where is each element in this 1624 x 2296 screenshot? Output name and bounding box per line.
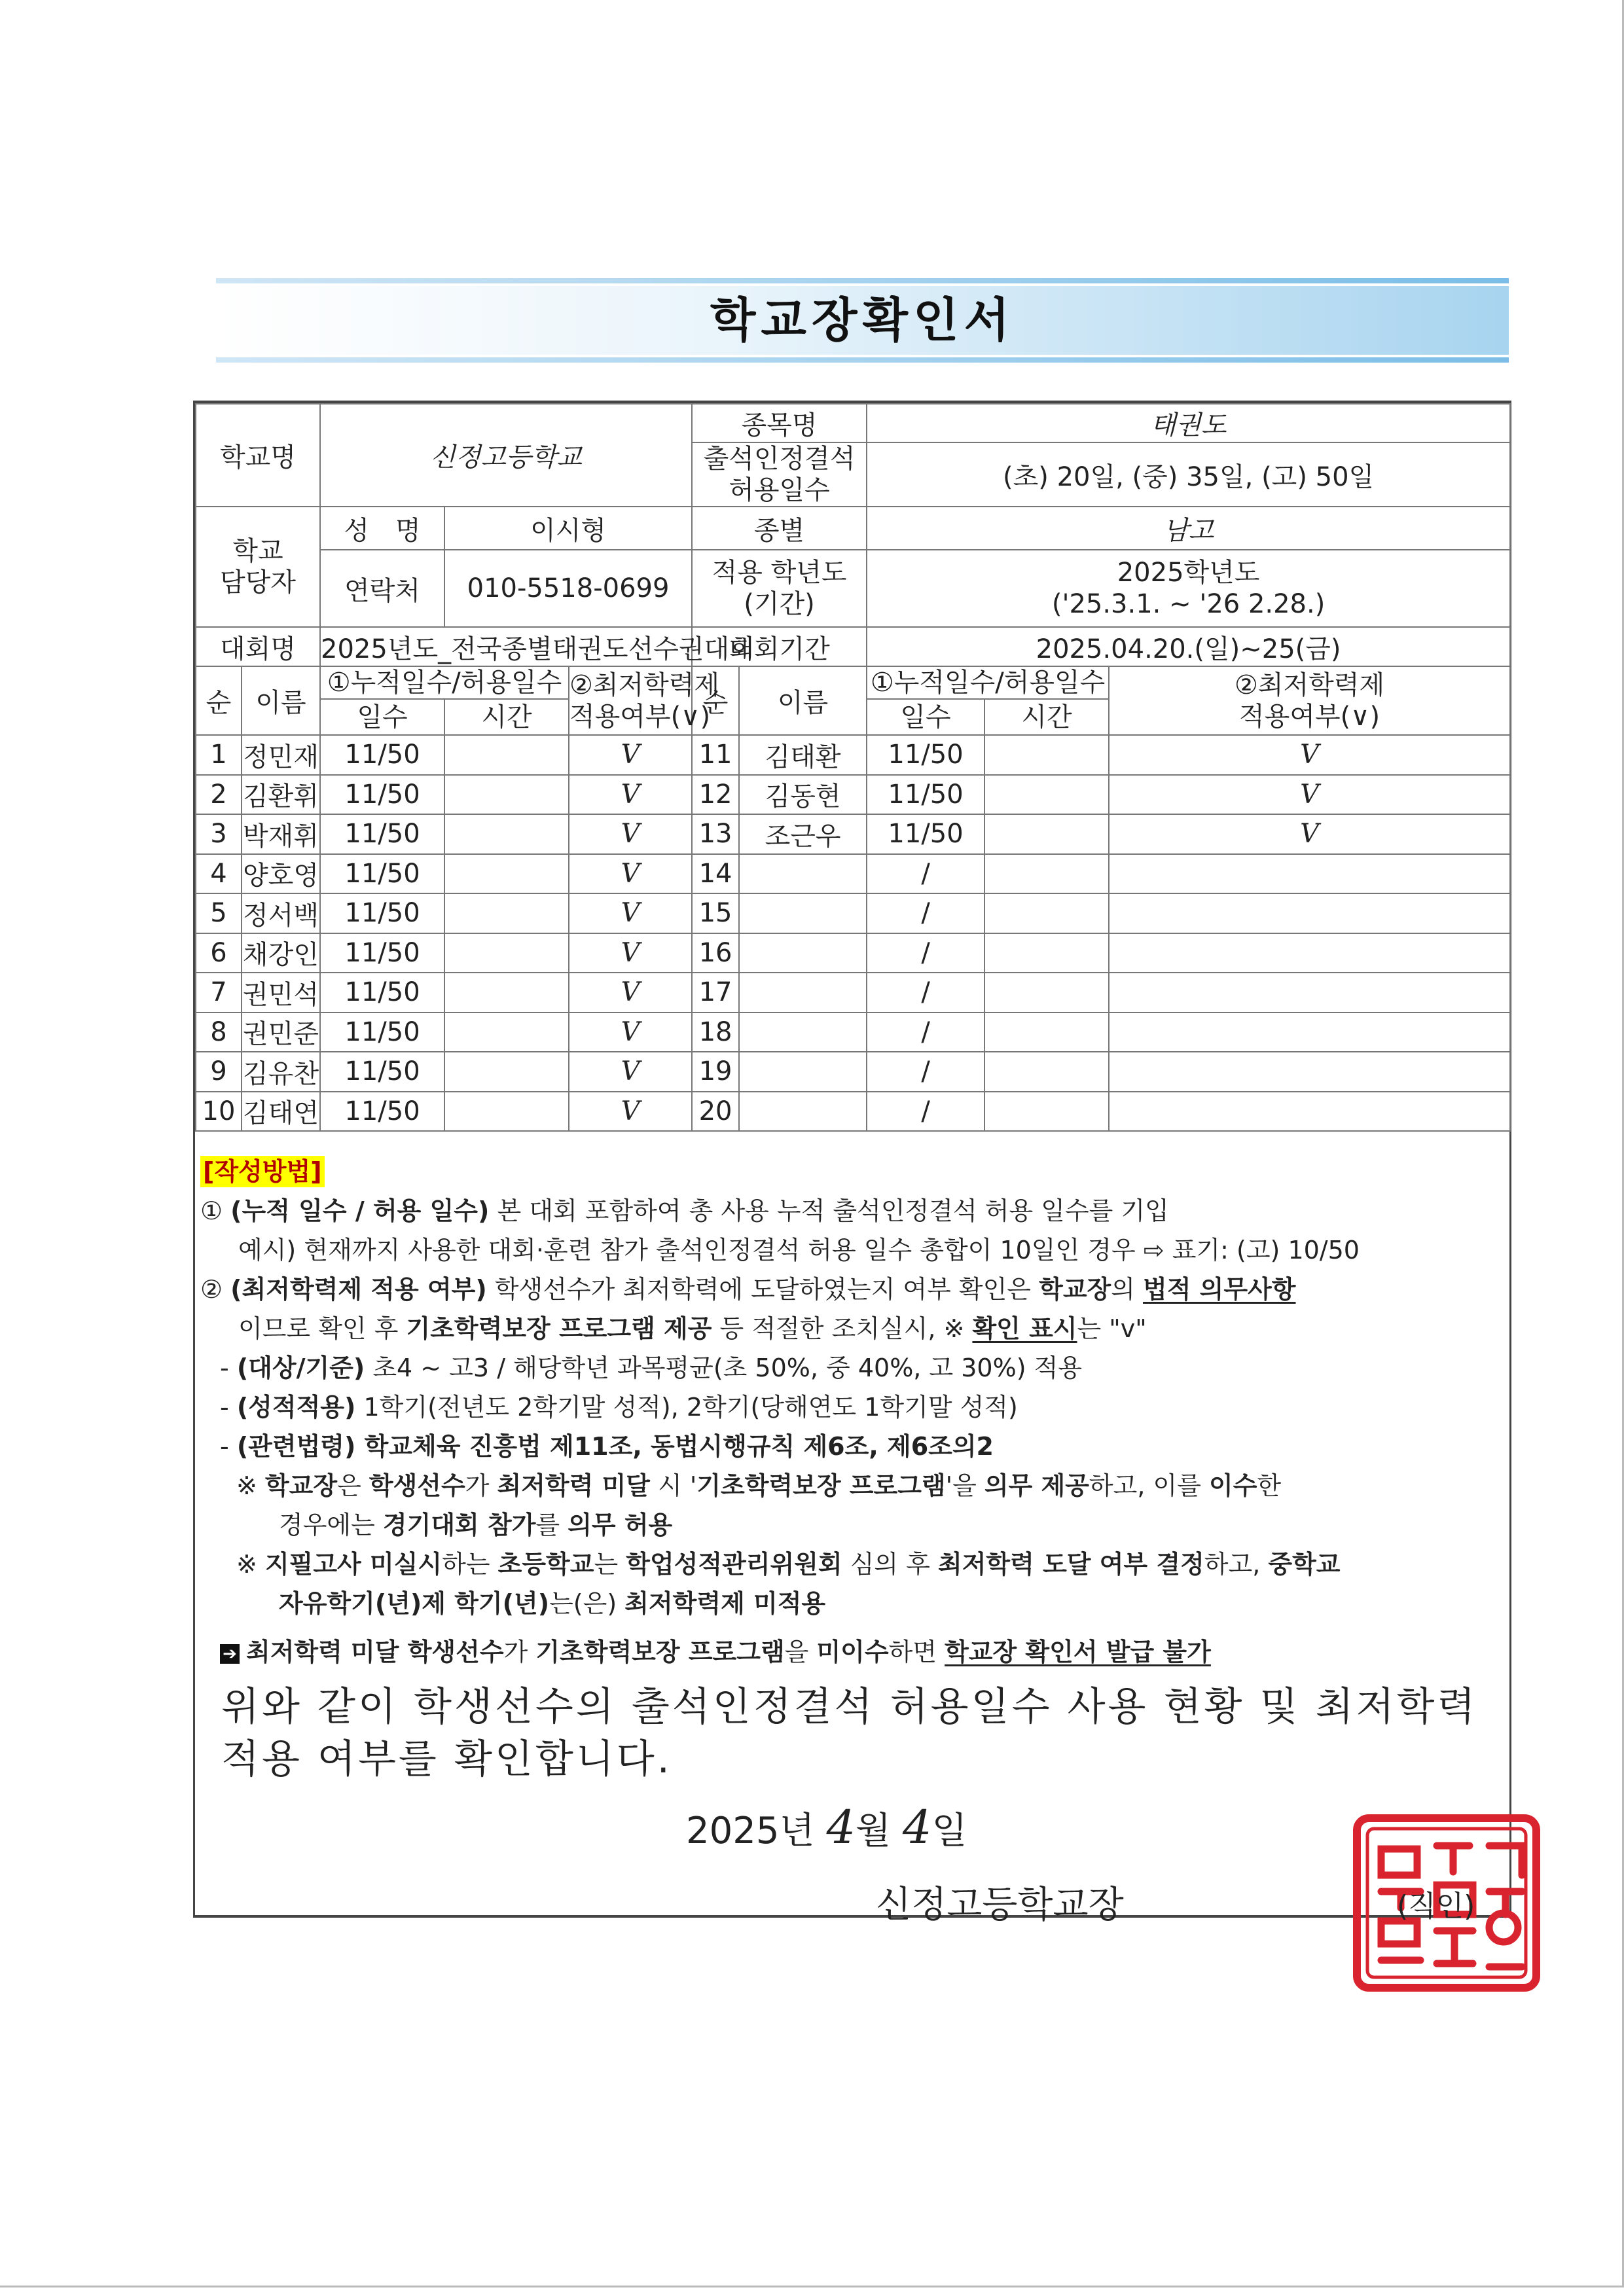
- athlete-name: [739, 1052, 867, 1092]
- row-no: 3: [196, 814, 242, 854]
- athlete-rows: [196, 735, 1510, 1131]
- cumulative-hours: [444, 933, 569, 973]
- issue-date: 2025년 4월 4일: [686, 1801, 967, 1854]
- athlete-name: [739, 973, 867, 1013]
- athlete-name: 김동현: [739, 775, 867, 815]
- gender-label: 종별: [692, 507, 867, 550]
- athlete-name: 권민석: [242, 973, 320, 1013]
- col-no-right: 순: [692, 666, 739, 735]
- cumulative-hours: [984, 1013, 1109, 1052]
- athlete-name: 김유찬: [242, 1052, 320, 1092]
- cumulative-hours: [444, 1092, 569, 1132]
- cumulative-hours: [984, 814, 1109, 854]
- min-academic-check: [1109, 854, 1510, 894]
- row-no: 2: [196, 775, 242, 815]
- col-days-right: 일수: [867, 699, 984, 735]
- cumulative-days: 11/50: [320, 1013, 444, 1052]
- athlete-row: [196, 814, 1510, 854]
- cumulative-hours: [444, 775, 569, 815]
- period-label: 대회기간: [692, 627, 867, 666]
- cumulative-days: 11/50: [867, 775, 984, 815]
- principal-name: 신정고등학교장: [876, 1884, 1124, 1926]
- sport-label: 종목명: [692, 404, 867, 442]
- athlete-row: [196, 933, 1510, 973]
- cumulative-hours: [444, 893, 569, 933]
- col-min-academic-right: ②최저학력제 적용여부(∨): [1109, 666, 1510, 735]
- athlete-name: 정민재: [242, 735, 320, 775]
- cumulative-hours: [444, 1013, 569, 1052]
- note-example: 예시) 현재까지 사용한 대회·훈련 참가 출석인정결석 허용 일수 총합이 10일인 경우 ⇨ 표기: (고) 10/50: [238, 1236, 1360, 1265]
- athlete-row: [196, 775, 1510, 815]
- athlete-name: 정서백: [242, 893, 320, 933]
- contact-label: 연락처: [320, 550, 444, 627]
- certificate-form: [193, 401, 1511, 1926]
- cumulative-days: 11/50: [320, 973, 444, 1013]
- athlete-name: [739, 1013, 867, 1052]
- allowed-days-label: 출석인정결석 허용일수: [692, 442, 867, 507]
- row-no: 12: [692, 775, 739, 815]
- cumulative-days: /: [867, 1092, 984, 1132]
- row-no: 4: [196, 854, 242, 894]
- min-academic-check: [1109, 1013, 1510, 1052]
- min-academic-check: V: [569, 1092, 692, 1132]
- row-no: 7: [196, 973, 242, 1013]
- athlete-row: [196, 1052, 1510, 1092]
- col-cumulative: ①누적일수/허용일수: [320, 666, 569, 699]
- athlete-name: 양호영: [242, 854, 320, 894]
- row-no: 9: [196, 1052, 242, 1092]
- row-no: 16: [692, 933, 739, 973]
- min-academic-check: V: [569, 933, 692, 973]
- col-min-academic: ②최저학력제 적용여부(∨): [569, 666, 692, 735]
- col-days: 일수: [320, 699, 444, 735]
- row-no: 5: [196, 893, 242, 933]
- cumulative-days: /: [867, 893, 984, 933]
- title-band: [216, 278, 1509, 363]
- cumulative-days: /: [867, 854, 984, 894]
- athlete-row: [196, 893, 1510, 933]
- athlete-name: 권민준: [242, 1013, 320, 1052]
- cumulative-days: 11/50: [320, 893, 444, 933]
- cumulative-hours: [984, 735, 1109, 775]
- cumulative-days: 11/50: [320, 1052, 444, 1092]
- school-label: 학교명: [196, 404, 320, 507]
- cumulative-days: 11/50: [320, 775, 444, 815]
- min-academic-check: V: [1109, 735, 1510, 775]
- col-hours: 시간: [444, 699, 569, 735]
- row-no: 10: [196, 1092, 242, 1132]
- athlete-name: 채강인: [242, 933, 320, 973]
- seal-label: (직인): [1397, 1890, 1475, 1923]
- cumulative-days: /: [867, 933, 984, 973]
- min-academic-check: V: [569, 854, 692, 894]
- row-no: 15: [692, 893, 739, 933]
- min-academic-check: V: [1109, 775, 1510, 815]
- cumulative-hours: [444, 854, 569, 894]
- instructions: [작성방법] ① (누적 일수 / 허용 일수) 본 대회 포함하여 총 사용 누적 출석인정결석 허용 일수를 기입 예시) 현재까지 사용한 대회·훈련 참가 출석인정결석 허용 일수 총합이 10일인 경우 ⇨ 표기: (고) 10/50 ② (최저학력제 적용 여부) 학생선수가 최저학력에 도달하였는지 여부 확인은 학교장의 법적 의무사항 이므로 확인 후 기초학력보장 프로그램 제공 등 적절한 조치실시, ※ 확인 표시는 "v" - (대상/기준) 초4 ~ 고3 / 해당학년 과목평균(초 50%, 중 40%, 고 30%) 적용 - (성적적용) 1학기(전년도 2학기말 성적), 2학기(당해연도 1학기말 성적) - (관련법령) 학교체육 진흥법 제11조, 동법시행규칙 제6조, 제6조의2 ※ 학교장은 학생선수가 최저학력 미달 시 '기초학력보장 프로그램'을 의무 제공하고, 이를 이수한 경우에는 경기대회 참가를 의무 허용 ※ 지필고사 미실시하는 초등학교는 학업성적관리위원회 심의 후 최저학력 도달 여부 결정하고, 중학교 자유학기(년)제 학기(년)는(은) 최저학력제 미적용 ➔ 최저학력 미달 학생선수가 기초학력보장 프로그램을 미이수하면 학교장 확인서 발급 불가: [200, 1152, 1503, 1672]
- cumulative-days: /: [867, 973, 984, 1013]
- min-academic-check: [1109, 973, 1510, 1013]
- cumulative-days: 11/50: [320, 735, 444, 775]
- min-academic-check: [1109, 1092, 1510, 1132]
- document-title: 학교장확인서: [710, 293, 1015, 348]
- cumulative-hours: [444, 735, 569, 775]
- cumulative-hours: [984, 893, 1109, 933]
- instructions-header: [작성방법]: [200, 1156, 325, 1187]
- manager-label: 학교 담당자: [196, 507, 320, 627]
- manager-name: 이시형: [444, 507, 692, 550]
- year-value: 2025학년도 ('25.3.1. ~ '26 2.28.): [867, 550, 1510, 627]
- col-hours-right: 시간: [984, 699, 1109, 735]
- min-academic-check: V: [569, 735, 692, 775]
- athlete-name: 조근우: [739, 814, 867, 854]
- athlete-row: [196, 973, 1510, 1013]
- athlete-row: [196, 1092, 1510, 1132]
- athlete-name: 김환휘: [242, 775, 320, 815]
- cumulative-hours: [984, 973, 1109, 1013]
- col-no: 순: [196, 666, 242, 735]
- gender-value: 남고: [867, 507, 1510, 550]
- min-academic-check: V: [1109, 814, 1510, 854]
- athlete-row: [196, 854, 1510, 894]
- row-no: 20: [692, 1092, 739, 1132]
- cumulative-hours: [444, 1052, 569, 1092]
- min-academic-check: V: [569, 973, 692, 1013]
- col-cumulative-right: ①누적일수/허용일수: [867, 666, 1109, 699]
- row-no: 14: [692, 854, 739, 894]
- col-name: 이름: [242, 666, 320, 735]
- min-academic-check: V: [569, 1013, 692, 1052]
- cumulative-days: 11/50: [320, 814, 444, 854]
- row-no: 17: [692, 973, 739, 1013]
- contact-value: 010-5518-0699: [444, 550, 692, 627]
- athlete-name: 김태연: [242, 1092, 320, 1132]
- athlete-name: 김태환: [739, 735, 867, 775]
- cumulative-days: 11/50: [867, 735, 984, 775]
- row-no: 6: [196, 933, 242, 973]
- cumulative-hours: [444, 814, 569, 854]
- row-no: 8: [196, 1013, 242, 1052]
- cumulative-hours: [984, 1092, 1109, 1132]
- cumulative-hours: [984, 854, 1109, 894]
- school-name: 신정고등학교: [320, 404, 692, 507]
- sport-value: 태권도: [867, 404, 1510, 442]
- row-no: 11: [692, 735, 739, 775]
- cumulative-days: 11/50: [320, 933, 444, 973]
- athlete-name: [739, 1092, 867, 1132]
- row-no: 19: [692, 1052, 739, 1092]
- period-value: 2025.04.20.(일)~25(금): [867, 627, 1510, 666]
- cumulative-hours: [984, 775, 1109, 815]
- row-no: 1: [196, 735, 242, 775]
- cumulative-days: /: [867, 1013, 984, 1052]
- cumulative-hours: [444, 973, 569, 1013]
- cumulative-days: 11/50: [320, 854, 444, 894]
- athlete-row: [196, 735, 1510, 775]
- competition-label: 대회명: [196, 627, 320, 666]
- athlete-name: [739, 854, 867, 894]
- min-academic-check: V: [569, 814, 692, 854]
- athlete-row: [196, 1013, 1510, 1052]
- allowed-days-value: (초) 20일, (중) 35일, (고) 50일: [867, 442, 1510, 507]
- col-name-right: 이름: [739, 666, 867, 735]
- cumulative-hours: [984, 933, 1109, 973]
- min-academic-check: [1109, 1052, 1510, 1092]
- min-academic-check: [1109, 893, 1510, 933]
- min-academic-check: V: [569, 775, 692, 815]
- competition-name: 2025년도_전국종별태권도선수권대회: [320, 627, 692, 666]
- min-academic-check: V: [569, 893, 692, 933]
- min-academic-check: V: [569, 1052, 692, 1092]
- cumulative-hours: [984, 1052, 1109, 1092]
- cumulative-days: 11/50: [867, 814, 984, 854]
- manager-name-label: 성 명: [320, 507, 444, 550]
- row-no: 18: [692, 1013, 739, 1052]
- arrow-icon: ➔: [220, 1644, 240, 1664]
- cumulative-days: /: [867, 1052, 984, 1092]
- info-table: [195, 403, 1511, 1132]
- athlete-name: [739, 933, 867, 973]
- min-academic-check: [1109, 933, 1510, 973]
- year-label: 적용 학년도 (기간): [692, 550, 867, 627]
- cumulative-days: 11/50: [320, 1092, 444, 1132]
- athlete-name: 박재휘: [242, 814, 320, 854]
- confirmation-text: 위와 같이 학생선수의 출석인정결석 허용일수 사용 현황 및 최저학력 적용 여부를 확인합니다.: [221, 1684, 1478, 1782]
- athlete-name: [739, 893, 867, 933]
- row-no: 13: [692, 814, 739, 854]
